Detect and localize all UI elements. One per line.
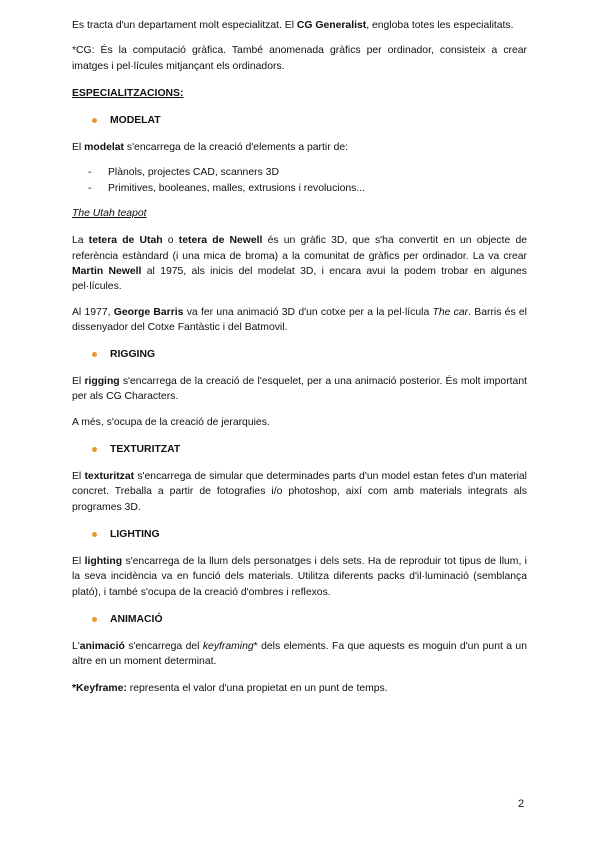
modelat-list: [72, 165, 527, 196]
bullet-icon: [92, 118, 97, 123]
bullet-icon: [92, 352, 97, 357]
heading-rigging: RIGGING: [92, 347, 527, 362]
intro-paragraph: Es tracta d'un departament molt especialitzat. El CG Generalist, engloba totes les especialitats.: [72, 20, 514, 31]
bullet-icon: [92, 617, 97, 622]
bullet-icon: [92, 532, 97, 537]
utah-teapot-paragraph: La tetera de Utah o tetera de Newell és un gràfic 3D, que s'ha convertit en un objecte de referència estàndard (i una mica de broma) a la comunitat de gràfics per ordinador. La va crear Martin Newell al 1975, als inicis del modelat 3D, i encara avui la podem trobar en algunes pel·lícules.: [72, 235, 527, 293]
heading-lighting: LIGHTING: [92, 527, 527, 542]
heading-animacio: ANIMACIÓ: [92, 612, 527, 627]
list-item: - Plànols, projectes CAD, scanners 3D: [88, 167, 279, 179]
document-page: [72, 18, 527, 697]
rigging-paragraph: El rigging s'encarrega de la creació de l'esquelet, per a una animació posterior. És molt important per als CG Characters.: [72, 376, 527, 403]
keyframe-definition: *Keyframe: representa el valor d'una propietat en un punt de temps.: [72, 683, 388, 695]
utah-teapot-caption: The Utah teapot: [72, 208, 147, 220]
george-barris-paragraph: Al 1977, George Barris va fer una animació 3D d'un cotxe per a la pel·lícula The car. Barris és el dissenyador del Cotxe Fantàstic i del Batmovil.: [72, 306, 527, 333]
rigging-hierarchies-paragraph: A més, s'ocupa de la creació de jerarquies.: [72, 416, 270, 428]
texturitzat-paragraph: El texturitzat s'encarrega de simular que determinades parts d'un model estan fetes d'un material concret. Treballa a partir de fotografies i/o photoshop, així com amb materials integrats als programes 3D.: [72, 471, 527, 513]
heading-texturitzat: TEXTURITZAT: [92, 442, 527, 457]
cg-note-paragraph: *CG: És la computació gràfica. També anomenada gràfics per ordinador, consisteix a crear imatges i pel·lícules mitjançant els ordinadors.: [72, 45, 527, 72]
lighting-paragraph: El lighting s'encarrega de la llum dels personatges i dels sets. Ha de reproduir tot tipus de llum, i la seva incidència va en funció dels materials. Utilitza diferents packs d'il·luminació (semblança plató), i també s'ocupa de la creació d'ombres i reflexos.: [72, 555, 527, 598]
heading-modelat: MODELAT: [92, 113, 527, 128]
bullet-icon: [92, 447, 97, 452]
modelat-paragraph: El modelat s'encarrega de la creació d'elements a partir de:: [72, 142, 349, 154]
list-item: - Primitives, booleanes, malles, extrusions i revolucions...: [88, 182, 365, 194]
page-number: 2: [518, 798, 525, 810]
animacio-paragraph: L'animació s'encarrega del keyframing* dels elements. Fa que aquests es moguin d'un punt a un altre en un moment determinat.: [72, 640, 527, 668]
section-title: ESPECIALITZACIONS:: [72, 87, 184, 99]
